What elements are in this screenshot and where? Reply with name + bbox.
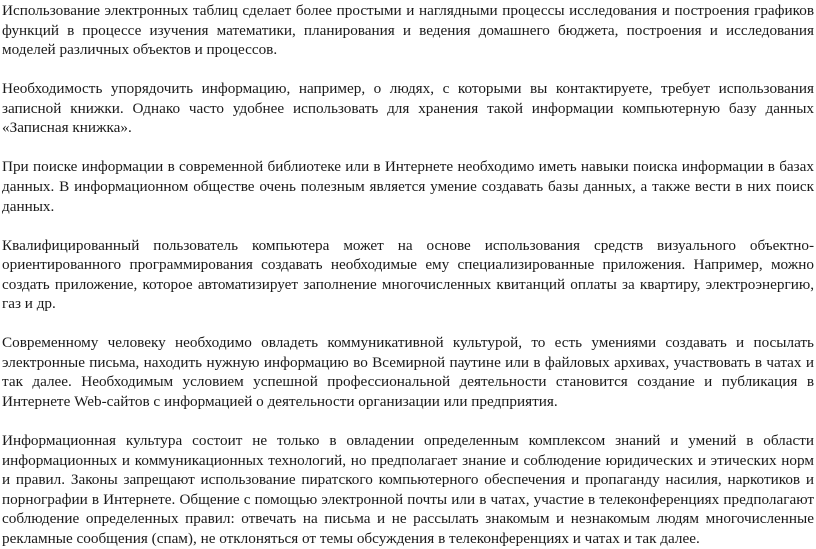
paragraph-database-search: При поиске информации в современной библиотеке или в Интернете необходимо иметь навыки поиска информации в базах данных. В информационном обществе очень полезным является умение создавать базы данных, а также вести в них поиск данных. [2,158,814,215]
paragraph-information-culture: Информационная культура состоит не только в овладении определенным комплексом знаний и умений в области информационных и коммуникационных технологий, но предполагает знание и соблюдение юридических и этических норм и правил. Законы запрещают использование пиратского компьютерного обеспечения и пропаганду насилия, наркотиков и порнографии в Интернете. Общение с помощью электронной почты или в чатах, участие в телеконференциях предполагают соблюдение определенных правил: отвечать на письма и не рассылать знакомым и незнакомым людям многочисленные рекламные сообщения (спам), не отклоняться от темы обсуждения в телеконференциях и чатах и так далее. [2,432,814,548]
paragraph-spreadsheets: Использование электронных таблиц сделает более простыми и наглядными процессы исследования и построения графиков функций в процессе изучения математики, планирования и ведения домашнего бюджета, построения и исследования моделей различных объектов и процессов. [2,2,814,59]
paragraph-address-book: Необходимость упорядочить информацию, например, о людях, с которыми вы контактируете, требует использования записной книжки. Однако часто удобнее использовать для хранения такой информации компьютерную базу данных «Записная книжка». [2,80,814,137]
paragraph-communicative-culture: Современному человеку необходимо овладеть коммуникативной культурой, то есть умениями создавать и посылать электронные письма, находить нужную информацию во Всемирной паутине или в файловых архивах, участвовать в чатах и так далее. Необходимым условием успешной профессиональной деятельности становится создание и публикация в Интернете Web-сайтов с информацией о деятельности организации или предприятия. [2,334,814,411]
paragraph-visual-programming: Квалифицированный пользователь компьютера может на основе использования средств визуального объектно-ориентированного программирования создавать необходимые ему специализированные приложения. Например, можно создать приложение, которое автоматизирует заполнение многочисленных квитанций оплаты за квартиру, электроэнергию, газ и др. [2,236,814,313]
